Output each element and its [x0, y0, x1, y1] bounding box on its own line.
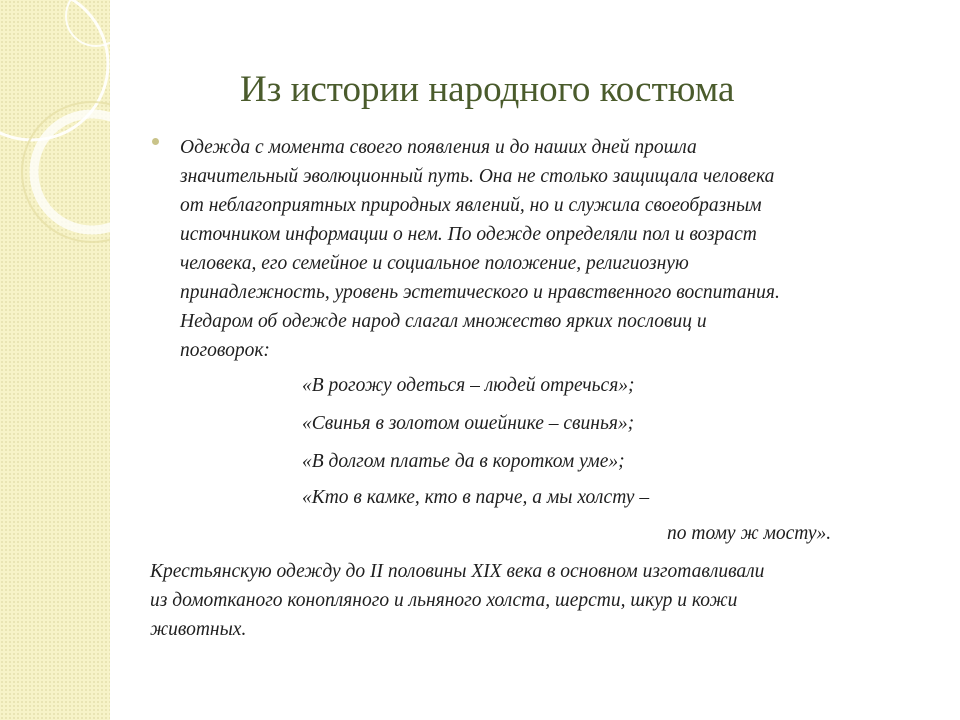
paragraph-line: принадлежность, уровень эстетического и нравственного воспитания.: [180, 282, 780, 303]
decorative-circles: [0, 0, 110, 720]
intro-paragraph: [180, 133, 780, 365]
closing-paragraph: [150, 557, 764, 644]
slide-title: Из истории народного костюма: [240, 69, 735, 110]
proverb-line: «Кто в камке, кто в парче, а мы холсту –: [302, 487, 650, 508]
proverb-line: по тому ж мосту».: [667, 523, 832, 544]
paragraph-line: человека, его семейное и социальное положение, религиозную: [180, 253, 689, 274]
paragraph-line: от неблагоприятных природных явлений, но и служила своеобразным: [180, 195, 762, 216]
proverb-line: «Свинья в золотом ошейнике – свинья»;: [302, 413, 635, 434]
proverb-line: «В рогожу одеться – людей отречься»;: [302, 375, 635, 396]
paragraph-line: из домотканого конопляного и льняного холста, шерсти, шкур и кожи: [150, 590, 738, 611]
paragraph-line: поговорок:: [180, 340, 270, 361]
proverb-line: «В долгом платье да в коротком уме»;: [302, 451, 625, 472]
paragraph-line: Одежда с момента своего появления и до наших дней прошла: [180, 137, 697, 158]
paragraph-line: Недаром об одежде народ слагал множество ярких пословиц и: [180, 311, 707, 332]
paragraph-line: источником информации о нем. По одежде определяли пол и возраст: [180, 224, 757, 245]
paragraph-line: значительный эволюционный путь. Она не столько защищала человека: [180, 166, 775, 187]
paragraph-line: Крестьянскую одежду до II половины XIX века в основном изготавливали: [150, 561, 765, 582]
bullet-icon: [152, 138, 159, 145]
paragraph-line: животных.: [150, 619, 247, 640]
decorative-side-band: [0, 0, 110, 720]
